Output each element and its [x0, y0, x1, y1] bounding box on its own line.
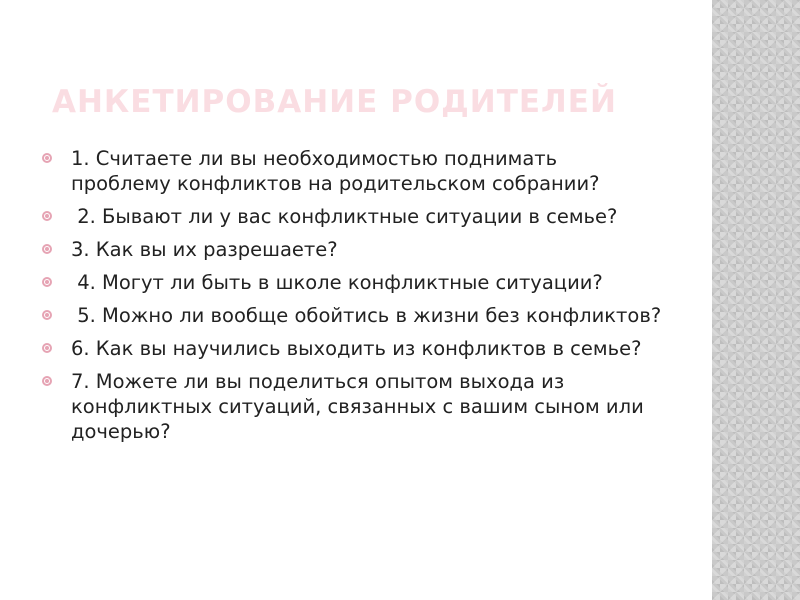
slide-title: АНКЕТИРОВАНИЕ РОДИТЕЛЕЙ — [52, 84, 617, 120]
bullet-circle-icon — [42, 244, 52, 254]
list-item — [42, 237, 662, 262]
bullet-circle-icon — [42, 376, 52, 386]
list-item — [42, 204, 662, 229]
bullet-circle-icon — [42, 310, 52, 320]
bullet-circle-icon — [42, 343, 52, 353]
list-item — [42, 270, 662, 295]
list-item — [42, 146, 662, 196]
question-text: 2. Бывают ли у вас конфликтные ситуации в семье? — [71, 205, 618, 228]
bullet-circle-icon — [42, 277, 52, 287]
list-item — [42, 369, 662, 444]
question-text: 1. Считаете ли вы необходимостью поднимать проблему конфликтов на родительском собрании? — [71, 147, 600, 195]
question-text: 6. Как вы научились выходить из конфликтов в семье? — [71, 337, 642, 360]
question-text: 3. Как вы их разрешаете? — [71, 238, 338, 261]
bullet-circle-icon — [42, 211, 52, 221]
question-text: 7. Можете ли вы поделиться опытом выхода из конфликтных ситуаций, связанных с вашим сыном или дочерью? — [71, 370, 650, 443]
list-item — [42, 336, 662, 361]
list-item — [42, 303, 662, 328]
decorative-pattern-strip — [712, 0, 800, 600]
question-text: 4. Могут ли быть в школе конфликтные ситуации? — [71, 271, 603, 294]
bullet-circle-icon — [42, 153, 52, 163]
question-list — [42, 146, 662, 452]
question-text: 5. Можно ли вообще обойтись в жизни без конфликтов? — [71, 304, 662, 327]
